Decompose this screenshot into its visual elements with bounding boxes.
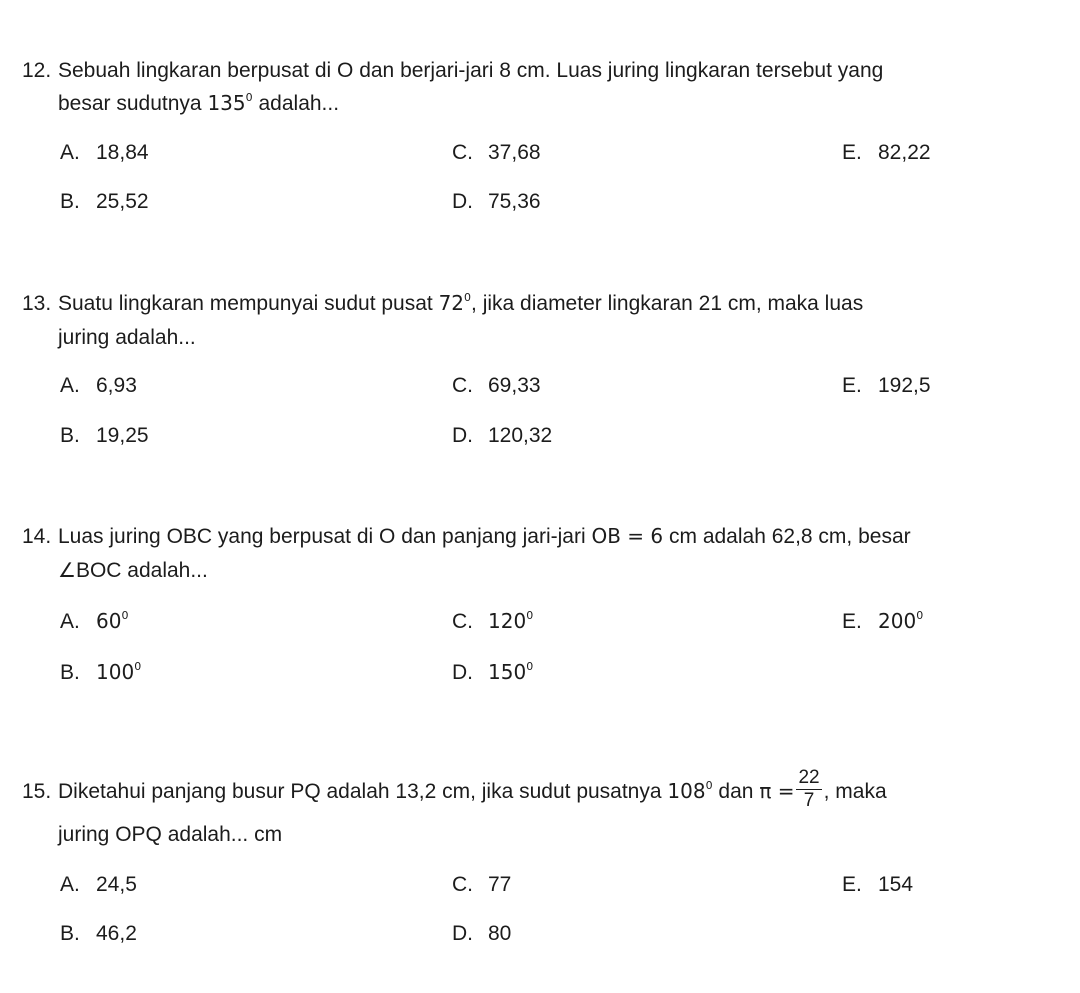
question-text: Sebuah lingkaran berpusat di O dan berjari-jari 8 cm. Luas juring lingkaran tersebut yang <box>58 59 884 82</box>
question-text: besar sudutnya <box>58 92 202 115</box>
option-c[interactable]: C. 77 <box>452 873 512 896</box>
question-15-line-2 <box>58 822 282 848</box>
question-13-line-2 <box>58 325 196 351</box>
option-e[interactable]: E. 82,22 <box>842 141 931 164</box>
question-text: , maka <box>823 780 887 804</box>
option-e[interactable]: E. 192,5 <box>842 374 931 397</box>
question-12-line-2 <box>58 90 339 117</box>
option-b[interactable]: B. 25,52 <box>60 190 149 213</box>
option-b[interactable]: B. 19,25 <box>60 424 149 447</box>
option-a[interactable]: A. 6,93 <box>60 374 137 397</box>
option-c[interactable]: C. 37,68 <box>452 141 541 164</box>
angle-value: $135^0$ <box>207 91 253 115</box>
option-b[interactable]: B. 46,2 <box>60 922 137 945</box>
question-text: juring OPQ adalah... cm <box>58 823 283 846</box>
question-text: dan <box>718 780 754 804</box>
angle-symbol: ∠ <box>58 558 76 582</box>
angle-value: $72^0$ <box>438 291 472 315</box>
option-c[interactable]: C. $120^0$ <box>452 609 534 633</box>
question-15-line-1 <box>22 767 887 815</box>
question-number: 14. <box>22 525 52 548</box>
question-text: , jika diameter lingkaran 21 cm, maka luas <box>471 292 864 315</box>
pi-fraction: $\frac{22}{7}$ <box>798 767 820 811</box>
question-number: 12. <box>22 59 52 82</box>
option-a[interactable]: A. 18,84 <box>60 141 149 164</box>
question-number: 13. <box>22 292 52 315</box>
option-d[interactable]: D. $150^0$ <box>452 660 534 684</box>
question-12-line-1 <box>22 58 883 84</box>
question-text: Luas juring OBC yang berpusat di O dan panjang jari-jari <box>58 525 586 548</box>
option-e[interactable]: E. $200^0$ <box>842 609 924 633</box>
option-b[interactable]: B. $100^0$ <box>60 660 142 684</box>
option-d[interactable]: D. 80 <box>452 922 512 945</box>
question-text: cm adalah 62,8 cm, besar <box>669 525 911 548</box>
option-a[interactable]: A. $60^0$ <box>60 609 129 633</box>
option-e[interactable]: E. 154 <box>842 873 914 896</box>
question-text: adalah... <box>258 92 340 115</box>
question-text: Diketahui panjang busur PQ adalah 13,2 cm, jika sudut pusatnya <box>58 780 662 804</box>
question-number: 15. <box>22 780 52 804</box>
question-text: juring adalah... <box>58 326 196 349</box>
radius-expression: OB = 6 <box>591 524 664 548</box>
question-13-line-1 <box>22 290 863 317</box>
option-d[interactable]: D. 120,32 <box>452 424 553 447</box>
option-c[interactable]: C. 69,33 <box>452 374 541 397</box>
pi-symbol: π = <box>759 779 795 804</box>
question-14-line-1 <box>22 523 911 550</box>
question-text: BOC adalah... <box>75 559 208 582</box>
question-text: Suatu lingkaran mempunyai sudut pusat <box>58 292 433 315</box>
question-14-line-2 <box>58 557 208 584</box>
option-d[interactable]: D. 75,36 <box>452 190 541 213</box>
angle-value: $108^0$ <box>667 779 713 804</box>
option-a[interactable]: A. 24,5 <box>60 873 137 896</box>
